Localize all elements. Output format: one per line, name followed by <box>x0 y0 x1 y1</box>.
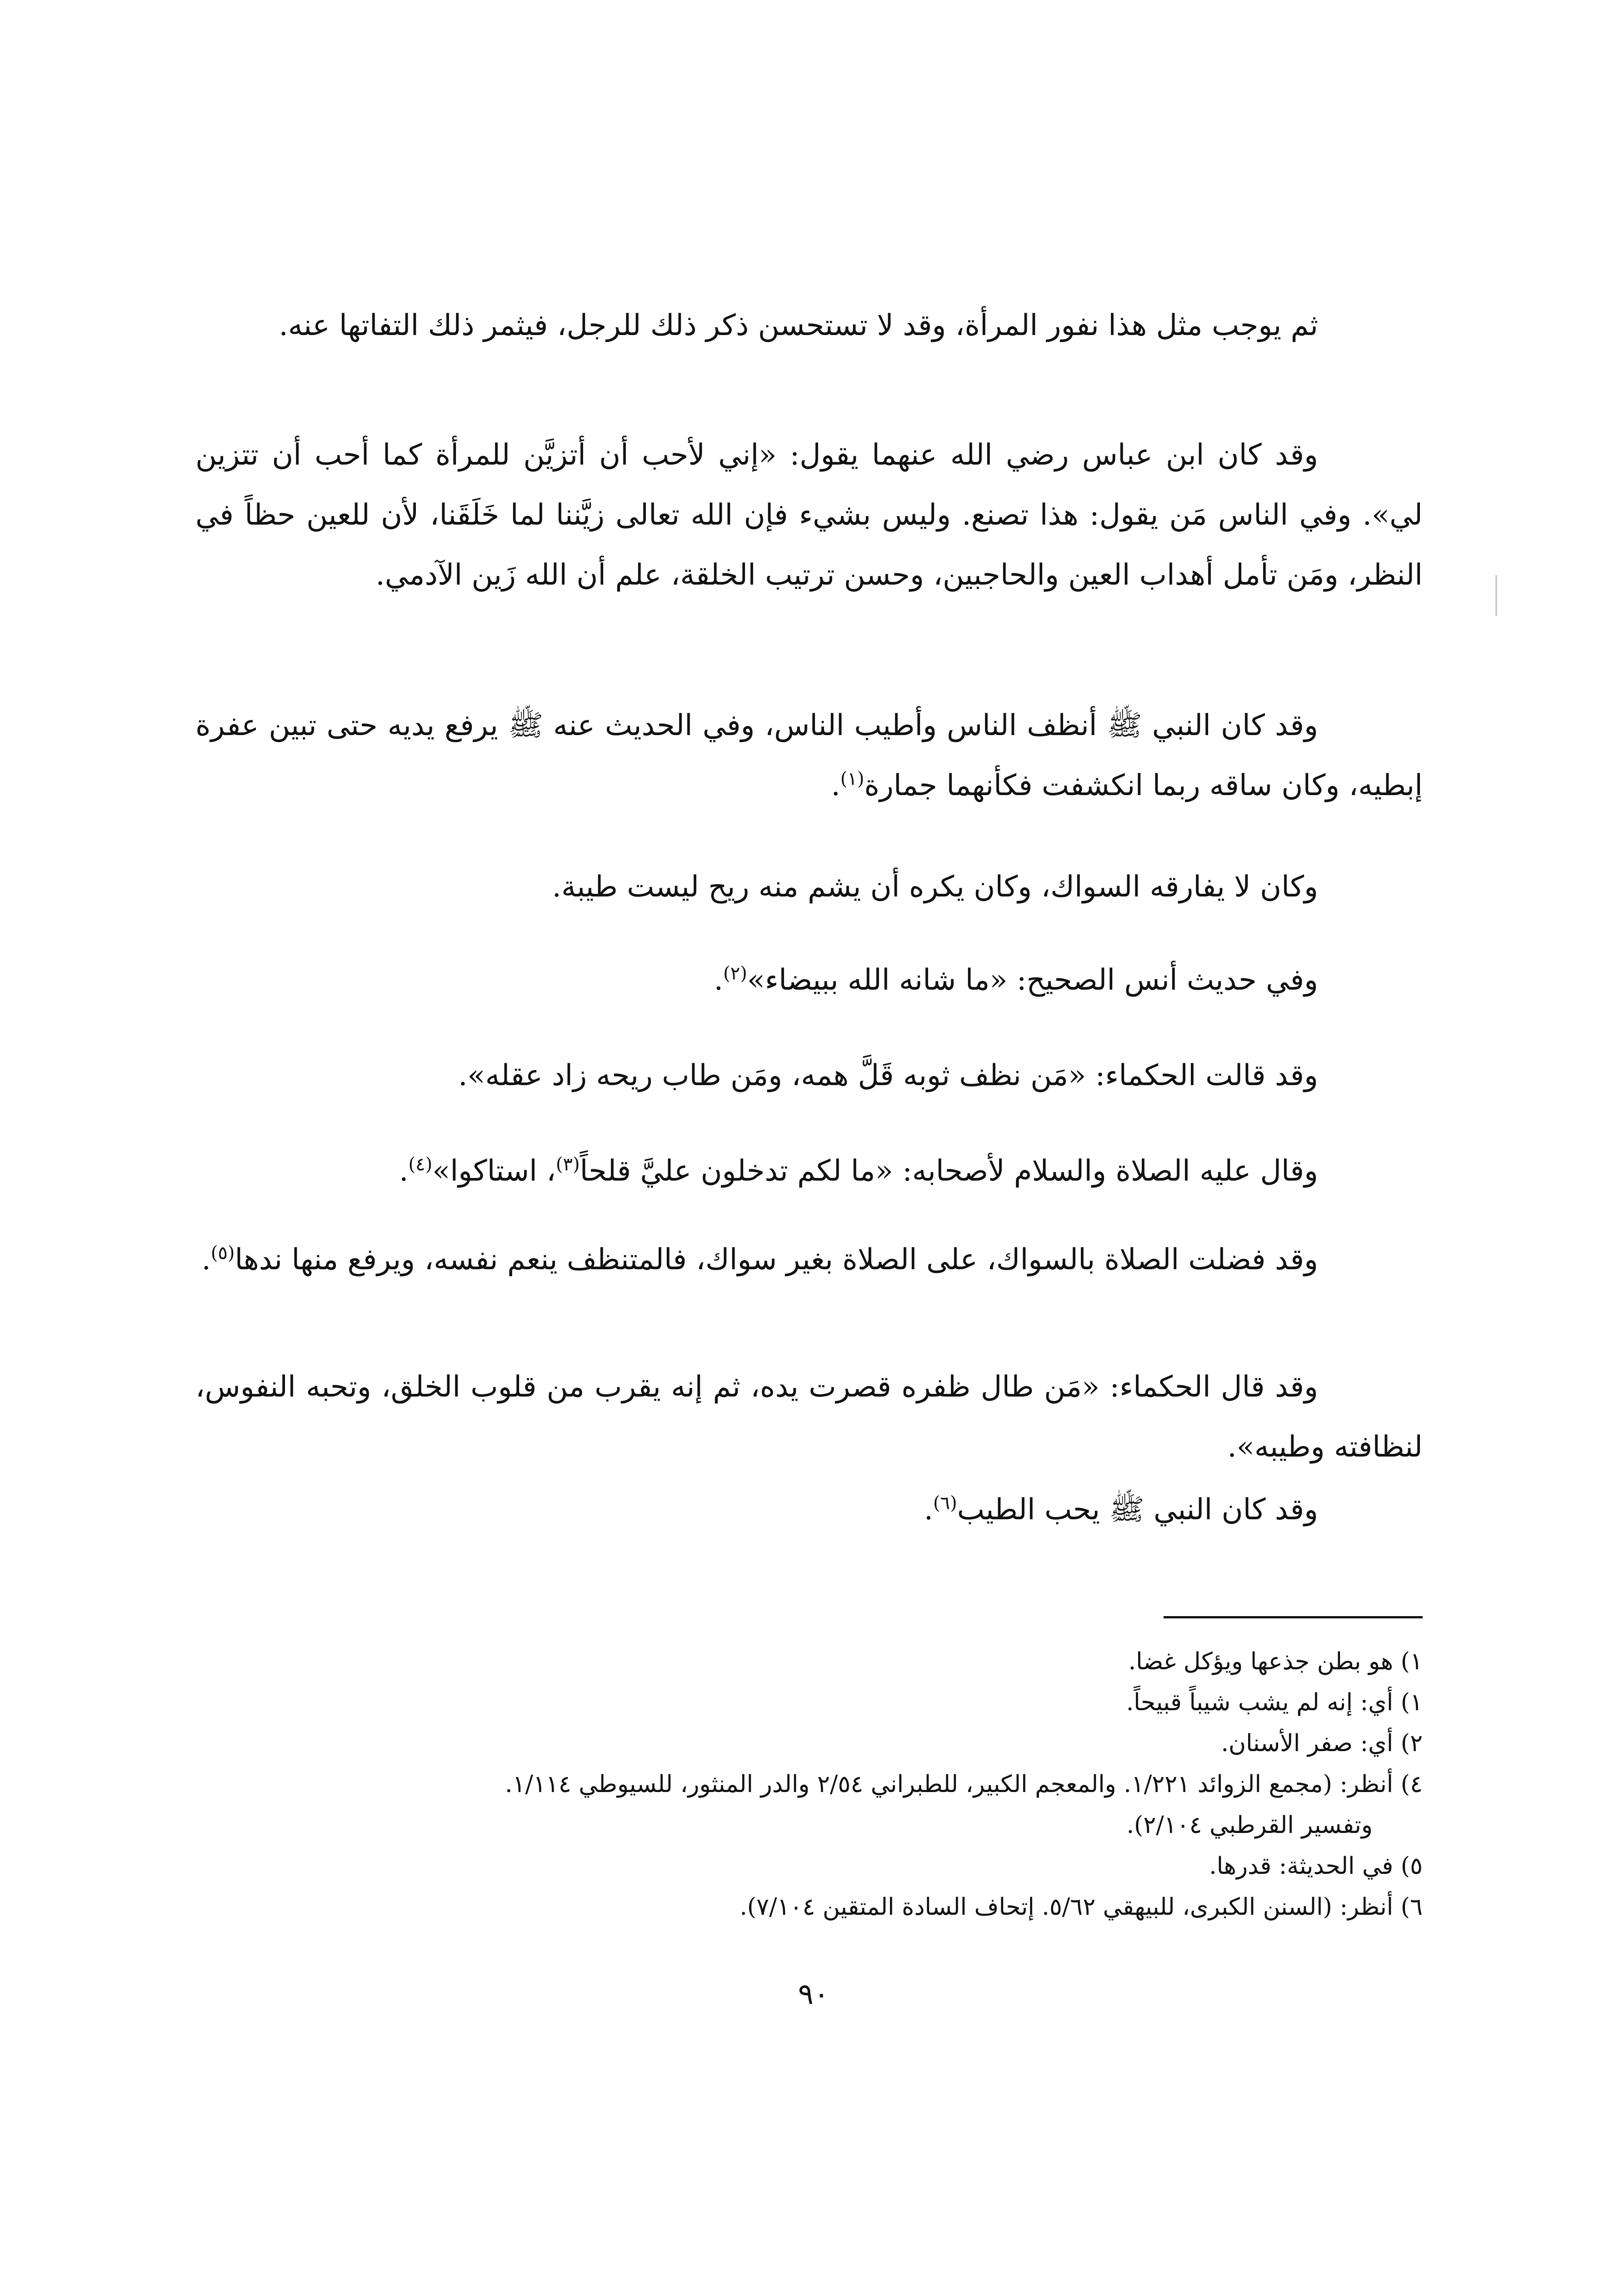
paragraph-text-main: وفي حديث أنس الصحيح: «ما شانه الله ببيضاء» <box>747 963 1318 997</box>
footnote-ref: (٥) <box>210 1242 235 1264</box>
paragraph-text <box>195 1480 1423 1540</box>
paragraph-1 <box>195 295 1423 355</box>
paragraph-text <box>195 1141 1423 1201</box>
paragraph-2 <box>195 425 1423 605</box>
paragraph-text-main: وقد كان النبي ﷺ يحب الطيب <box>957 1493 1318 1527</box>
footnote-3: ٢) أي: صفر الأسنان. <box>1221 1730 1423 1757</box>
paragraph-7 <box>195 1141 1423 1201</box>
footnote-ref: (١) <box>840 768 864 790</box>
footnote-ref: (٣) <box>555 1154 580 1175</box>
paragraph-text-main: وقد كان النبي ﷺ أنظف الناس وأطيب الناس، وفي الحديث عنه ﷺ يرفع يديه حتى تبين عفرة إبطيه، وكان ساقه ربما انكشفت فكأنهما جمارة <box>195 709 1423 802</box>
paragraph-4 <box>195 857 1423 917</box>
paragraph-text <box>195 1230 1423 1290</box>
paragraph-end: . <box>201 1243 211 1277</box>
paragraph-9 <box>195 1357 1423 1477</box>
paragraph-end: . <box>924 1493 934 1527</box>
paragraph-10 <box>195 1480 1423 1540</box>
paragraph-text: وقد قالت الحكماء: «مَن نظف ثوبه قَلَّ همه، ومَن طاب ريحه زاد عقله». <box>458 1059 1318 1092</box>
footnote-6: ٦) أنظر: (السنن الكبرى، للبيهقي ٥/٦٢. إتحاف السادة المتقين ٧/١٠٤). <box>740 1893 1423 1921</box>
page-number: ٩٠ <box>798 1978 829 2011</box>
footnote-separator <box>1164 1616 1423 1618</box>
paragraph-text-main: وقد فضلت الصلاة بالسواك، على الصلاة بغير سواك، فالمتنظف ينعم نفسه، ويرفع منها ندها <box>235 1243 1318 1277</box>
paragraph-end: . <box>831 769 840 802</box>
footnotes <box>195 1641 1423 1928</box>
paragraph-text: وقد قال الحكماء: «مَن طال ظفره قصرت يده، ثم إنه يقرب من قلوب الخلق، وتحبه النفوس، لنظافته وطيبه». <box>195 1370 1423 1464</box>
paragraph-6 <box>195 1046 1423 1106</box>
paragraph-text <box>195 950 1423 1010</box>
footnote-ref: (٢) <box>723 963 747 984</box>
paragraph-text-main: وقال عليه الصلاة والسلام لأصحابه: «ما لكم تدخلون عليَّ قلحاً <box>580 1154 1318 1188</box>
paragraph-end: . <box>714 963 724 997</box>
paragraph-text-cont: ، استاكوا» <box>432 1154 556 1188</box>
paragraph-8 <box>195 1230 1423 1290</box>
footnote-1: ١) هو بطن جذعها ويؤكل غضا. <box>1128 1648 1423 1675</box>
paragraph-text: ثم يوجب مثل هذا نفور المرأة، وقد لا تستحسن ذكر ذلك للرجل، فيثمر ذلك التفاتها عنه. <box>279 309 1318 342</box>
footnote-5: ٥) في الحديثة: قدرها. <box>1209 1852 1423 1880</box>
paragraph-text <box>195 696 1423 816</box>
footnote-ref: (٦) <box>933 1492 957 1514</box>
paragraph-3 <box>195 696 1423 816</box>
paragraph-end: . <box>399 1154 409 1188</box>
paragraph-text: وقد كان ابن عباس رضي الله عنهما يقول: «إني لأحب أن أتزيَّن للمرأة كما أحب أن تتزين لي». وفي الناس مَن يقول: هذا تصنع. وليس بشيء فإن الله تعالى زيَّننا لما خَلَقَنا، لأن للعين حظاً في النظر، ومَن تأمل أهداب العين والحاجبين، وحسن ترتيب الخلقة، علم أن الله زَين الآدمي. <box>195 438 1423 592</box>
footnote-4: ٤) أنظر: (مجمع الزوائد ١/٢٢١. والمعجم الكبير، للطبراني ٢/٥٤ والدر المنثور، للسيوطي ١/١١٤. <box>505 1771 1423 1798</box>
footnote-ref: (٤) <box>408 1154 433 1175</box>
margin-mark <box>1495 575 1497 616</box>
paragraph-5 <box>195 950 1423 1010</box>
paragraph-text: وكان لا يفارقه السواك، وكان يكره أن يشم منه ريح ليست طيبة. <box>552 870 1318 904</box>
footnote-2: ١) أي: إنه لم يشب شيباً قبيحاً. <box>1126 1689 1423 1716</box>
footnote-4-continuation: وتفسير القرطبي ٢/١٠٤). <box>1126 1812 1373 1839</box>
